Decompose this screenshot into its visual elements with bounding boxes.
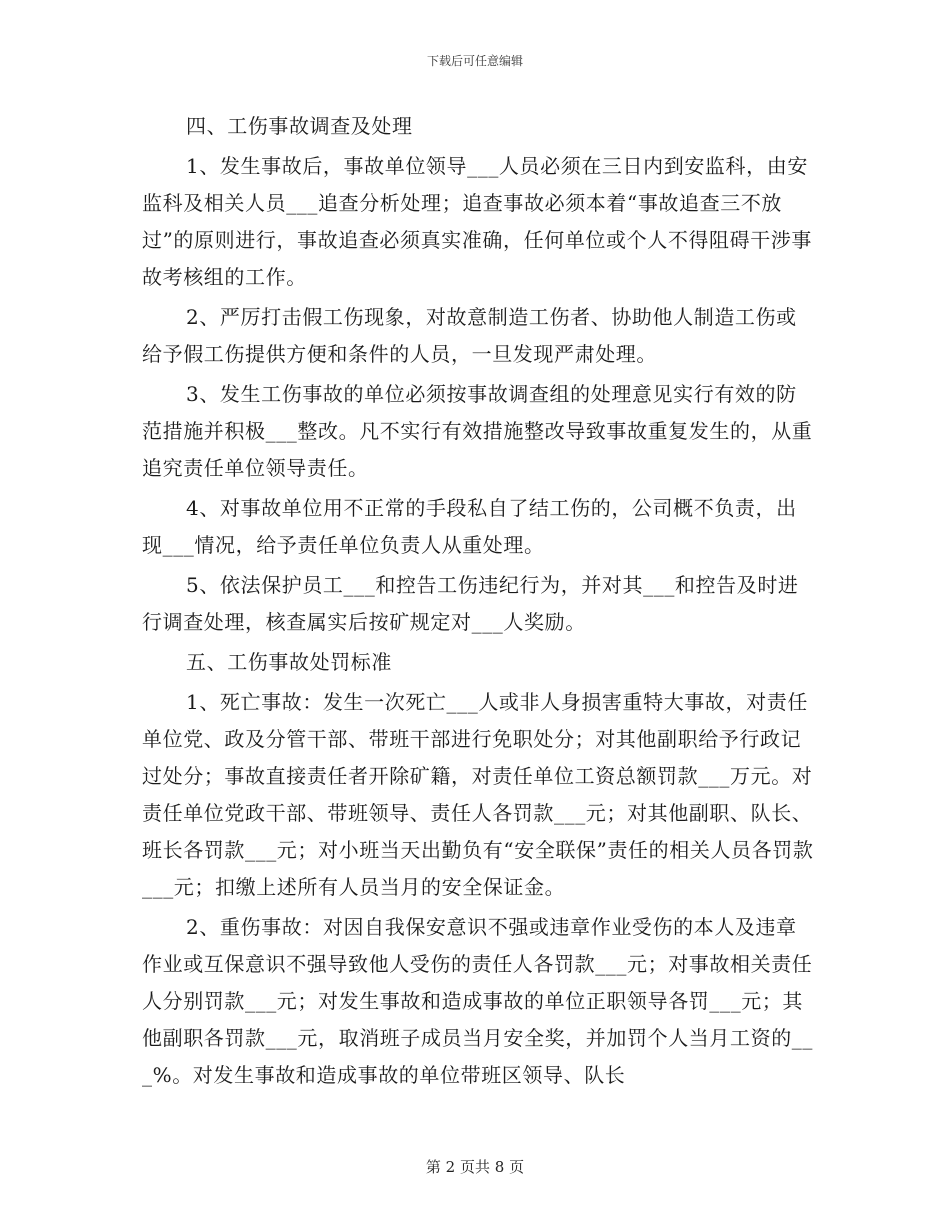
section-4-paragraph-1: 1、发生事故后，事故单位领导___人员必须在三日内到安监科，由安监科及相关人员___追查分析处理；追查事故必须本着“事故追查三不放过”的原则进行，事故追查必须真实准确，任何单位或个人不得阻碍干涉事故考核组的工作。 xyxy=(142,154,813,289)
section-4-paragraph-4: 4、对事故单位用不正常的手段私自了结工伤的，公司概不负责，出现___情况，给予责任单位负责人从重处理。 xyxy=(142,496,797,557)
section-heading-4: 四、工伤事故调查及处理 xyxy=(186,114,413,138)
section-5-paragraph-2: 2、重伤事故：对因自我保安意识不强或违章作业受伤的本人及违章作业或互保意识不强导致他人受伤的责任人各罚款___元；对事故相关责任人分别罚款___元；对发生事故和造成事故的单位正职领导各罚___元；其他副职各罚款___元，取消班子成员当月安全奖，并加罚个人当月工资的___%。对发生事故和造成事故的单位带班区领导、队长 xyxy=(142,915,813,1087)
section-4-paragraph-3: 3、发生工伤事故的单位必须按事故调查组的处理意见实行有效的防范措施并积极___整改。凡不实行有效措施整改导致事故重复发生的，从重追究责任单位领导责任。 xyxy=(142,382,813,480)
section-5-paragraph-1: 1、死亡事故：发生一次死亡___人或非人身损害重特大事故，对责任单位党、政及分管干部、带班干部进行免职处分；对其他副职给予行政记过处分；事故直接责任者开除矿籍，对责任单位工资总额罚款___万元。对责任单位党政干部、带班领导、责任人各罚款___元；对其他副职、队长、班长各罚款___元；对小班当天出勤负有“安全联保”责任的相关人员各罚款___元；扣缴上述所有人员当月的安全保证金。 xyxy=(142,690,814,899)
section-4-paragraph-2: 2、严厉打击假工伤现象，对故意制造工伤者、协助他人制造工伤或给予假工伤提供方便和条件的人员，一旦发现严肃处理。 xyxy=(142,305,797,366)
section-heading-5: 五、工伤事故处罚标准 xyxy=(186,650,392,674)
page-number: 第 2 页共 8 页 xyxy=(425,1158,525,1176)
section-4-paragraph-5: 5、依法保护员工___和控告工伤违纪行为，并对其___和控告及时进行调查处理，核查属实后按矿规定对___人奖励。 xyxy=(142,573,799,634)
document-body xyxy=(142,108,817,1097)
page-header-note: 下载后可任意编辑 xyxy=(426,54,523,68)
